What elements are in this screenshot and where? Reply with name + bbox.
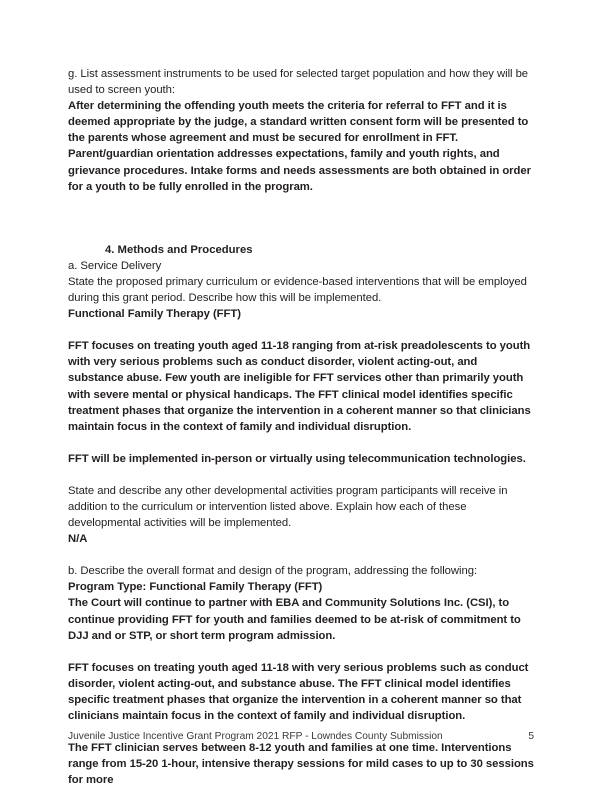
spacer <box>68 467 534 483</box>
page-content <box>68 66 534 788</box>
paragraph-question-g: g. List assessment instruments to be used for selected target population and how they will be used to screen youth: <box>68 68 529 97</box>
spacer <box>68 547 534 563</box>
paragraph-program-type: Program Type: Functional Family Therapy (FFT) <box>68 581 323 594</box>
spacer <box>68 644 534 660</box>
footer-document-title: Juvenile Justice Incentive Grant Program 2021 RFP - Lowndes County Submission <box>68 731 443 742</box>
spacer <box>68 322 534 338</box>
paragraph-answer-court-partner: The Court will continue to partner with EBA and Community Solutions Inc. (CSI), to continue providing FFT for youth and families deemed to be at-risk of commitment to DJJ and or STP, or short term program admission. <box>68 597 521 642</box>
paragraph-prompt-developmental-activities: State and describe any other developmental activities program participants will receive in addition to the curriculum or intervention listed above. Explain how each of these developmental activities will be implemented. <box>68 484 508 530</box>
paragraph-service-delivery: a. Service Delivery <box>68 259 162 272</box>
paragraph-answer-clinician-caseload: The FFT clinician serves between 8-12 youth and families at one time. Interventions range from 15-20 1-hour, intensive therapy sessions for mild cases to up to 30 sessions for more <box>68 742 534 787</box>
paragraph-item-b-describe: b. Describe the overall format and design of the program, addressing the following: <box>68 565 478 578</box>
paragraph-answer-fft-delivery-mode: FFT will be implemented in-person or virtually using telecommunication technologies. <box>68 452 526 465</box>
spacer <box>68 195 534 242</box>
paragraph-answer-fft-focus: FFT focuses on treating youth aged 11-18 ranging from at-risk preadolescents to youth with very serious problems such as conduct disorder, violent acting-out, and substance abuse. Few youth are ineligible for FFT services other than primarily youth with severe mental or physical handicaps. The FFT clinical model identifies specific treatment phases that organize the intervention in a coherent manner so that clinicians maintain focus in the context of family and individual disruption. <box>68 340 531 433</box>
paragraph-prompt-curriculum: State the proposed primary curriculum or evidence-based interventions that will be employed during this grant period. Describe how this will be implemented. <box>68 275 527 305</box>
footer-page-number: 5 <box>528 731 534 742</box>
paragraph-answer-fft-focus-2: FFT focuses on treating youth aged 11-18 with very serious problems such as conduct disorder, violent acting-out, and substance abuse. The FFT clinical model identifies specific treatment phases that organize the intervention in a coherent manner so that clinicians maintain focus in the context of family and individual disruption. <box>68 661 529 722</box>
paragraph-label-fft: Functional Family Therapy (FFT) <box>68 308 241 321</box>
paragraph-answer-g: After determining the offending youth meets the criteria for referral to FFT and it is deemed appropriate by the judge, a standard written consent form will be presented to the parents whose agreement and must be secured for enrollment in FFT. Parent/guardian orientation addresses expectations, family and youth rights, and grievance procedures. Intake forms and needs assessments are both obtained in order for a youth to be fully enrolled in the program. <box>68 100 531 193</box>
spacer <box>68 435 534 451</box>
section-heading-methods-and-procedures: 4. Methods and Procedures <box>105 243 253 256</box>
paragraph-answer-na: N/A <box>68 533 88 546</box>
page-footer <box>68 730 534 744</box>
